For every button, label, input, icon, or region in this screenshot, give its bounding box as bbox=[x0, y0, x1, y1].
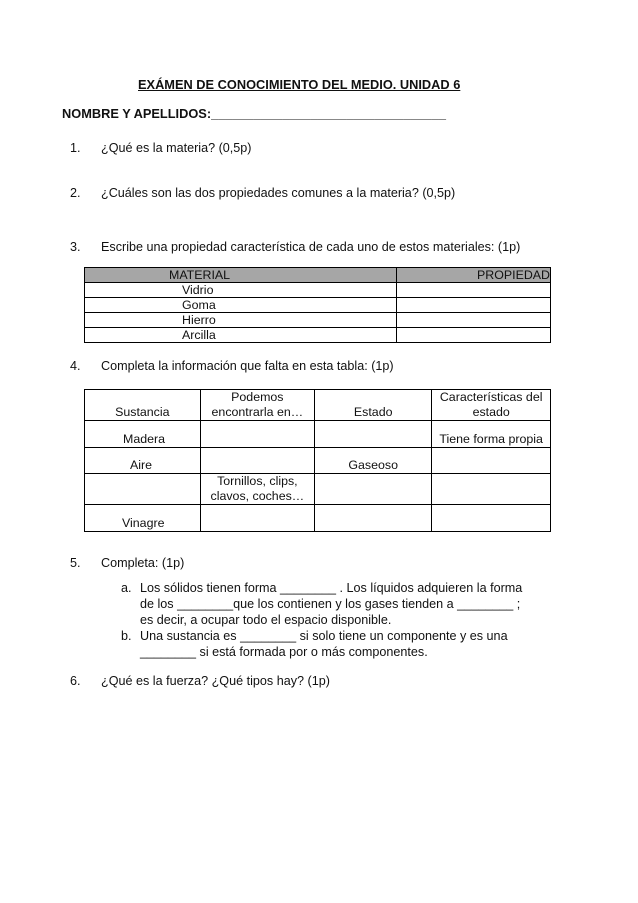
table-row bbox=[85, 298, 551, 313]
encontrarla-cell bbox=[200, 474, 314, 505]
question-4-text: Completa la información que falta en esta tabla: (1p) bbox=[101, 359, 394, 373]
question-1-number: 1. bbox=[70, 141, 81, 155]
table-row bbox=[85, 283, 551, 298]
estado-cell[interactable] bbox=[315, 421, 432, 448]
question-2-number: 2. bbox=[70, 186, 81, 200]
material-cell: Arcilla bbox=[85, 328, 397, 343]
header-encontrarla-line2: encontrarla en… bbox=[211, 405, 304, 419]
material-cell: Hierro bbox=[85, 313, 397, 328]
header-estado-label: Estado bbox=[353, 405, 393, 419]
header-material: MATERIAL bbox=[85, 268, 397, 283]
sustancia-cell[interactable] bbox=[85, 474, 201, 505]
caracteristicas-cell: Tiene forma propia bbox=[432, 421, 551, 448]
q5b-line2: ________ si está formada por o más componentes. bbox=[140, 645, 428, 659]
question-6-number: 6. bbox=[70, 674, 81, 688]
question-5-number: 5. bbox=[70, 556, 81, 570]
sustancia-cell: Madera bbox=[85, 421, 201, 448]
q5a-label: a. bbox=[121, 581, 132, 595]
name-field-line: NOMBRE Y APELLIDOS:_________________________________ bbox=[62, 106, 446, 121]
table-row bbox=[85, 448, 551, 474]
encontrarla-cell[interactable] bbox=[200, 421, 314, 448]
materials-table bbox=[84, 267, 551, 343]
header-encontrarla bbox=[200, 390, 314, 421]
header-caracteristicas bbox=[432, 390, 551, 421]
header-caracteristicas-line1: Características del bbox=[439, 390, 543, 404]
header-propiedad: PROPIEDAD bbox=[397, 268, 551, 283]
sustancia-cell: Vinagre bbox=[85, 505, 201, 532]
header-sustancia-label: Sustancia bbox=[115, 405, 170, 419]
material-cell: Goma bbox=[85, 298, 397, 313]
propiedad-cell[interactable] bbox=[397, 283, 551, 298]
header-encontrarla-line1: Podemos bbox=[231, 390, 284, 404]
table-row bbox=[85, 505, 551, 532]
question-1-text: ¿Qué es la materia? (0,5p) bbox=[101, 141, 252, 155]
encontrarla-line2: clavos, coches… bbox=[210, 489, 305, 503]
propiedad-cell[interactable] bbox=[397, 298, 551, 313]
materials-table-header bbox=[85, 268, 551, 283]
propiedad-cell[interactable] bbox=[397, 313, 551, 328]
table-row bbox=[85, 328, 551, 343]
q5b-line1: Una sustancia es ________ si solo tiene un componente y es una bbox=[140, 629, 508, 643]
question-5-text: Completa: (1p) bbox=[101, 556, 185, 570]
table-row bbox=[85, 421, 551, 448]
question-3-number: 3. bbox=[70, 240, 81, 254]
encontrarla-cell[interactable] bbox=[200, 505, 314, 532]
estado-cell: Gaseoso bbox=[315, 448, 432, 474]
q5a-line3: es decir, a ocupar todo el espacio disponible. bbox=[140, 613, 392, 627]
caracteristicas-cell[interactable] bbox=[432, 474, 551, 505]
question-6-text: ¿Qué es la fuerza? ¿Qué tipos hay? (1p) bbox=[101, 674, 330, 688]
sustancia-cell: Aire bbox=[85, 448, 201, 474]
estado-cell[interactable] bbox=[315, 505, 432, 532]
header-sustancia bbox=[85, 390, 201, 421]
table-row bbox=[85, 474, 551, 505]
table-row bbox=[85, 313, 551, 328]
header-estado bbox=[315, 390, 432, 421]
q5a-line2: de los ________que los contienen y los gases tienden a ________ ; bbox=[140, 597, 521, 611]
exam-title: EXÁMEN DE CONOCIMIENTO DEL MEDIO. UNIDAD 6 bbox=[138, 77, 461, 92]
encontrarla-cell[interactable] bbox=[200, 448, 314, 474]
substances-table-header bbox=[85, 390, 551, 421]
substances-table bbox=[84, 389, 551, 532]
propiedad-cell[interactable] bbox=[397, 328, 551, 343]
q5a-line1: Los sólidos tienen forma ________ . Los líquidos adquieren la forma bbox=[140, 581, 523, 595]
q5b-label: b. bbox=[121, 629, 132, 643]
caracteristicas-cell[interactable] bbox=[432, 505, 551, 532]
question-2-text: ¿Cuáles son las dos propiedades comunes a la materia? (0,5p) bbox=[101, 186, 456, 200]
estado-cell[interactable] bbox=[315, 474, 432, 505]
material-cell: Vidrio bbox=[85, 283, 397, 298]
caracteristicas-cell[interactable] bbox=[432, 448, 551, 474]
question-3-text: Escribe una propiedad característica de cada uno de estos materiales: (1p) bbox=[101, 240, 521, 254]
encontrarla-line1: Tornillos, clips, bbox=[217, 474, 298, 488]
header-caracteristicas-line2: estado bbox=[472, 405, 510, 419]
question-4-number: 4. bbox=[70, 359, 81, 373]
